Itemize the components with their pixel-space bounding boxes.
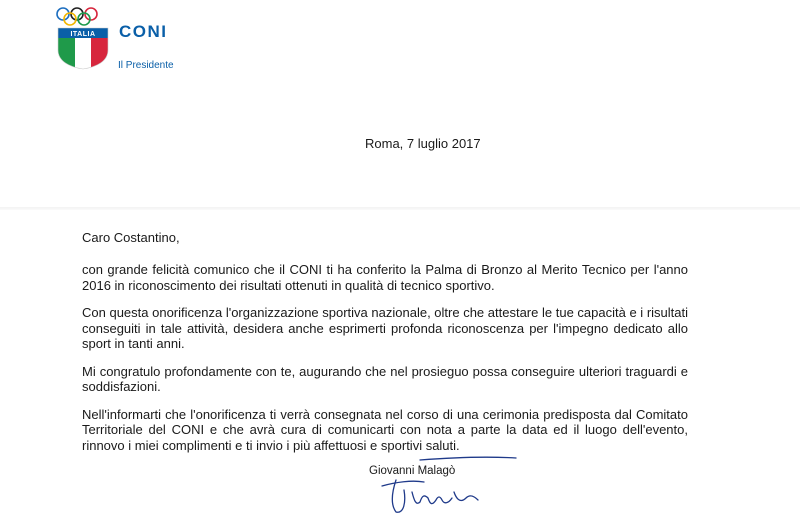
letter-paragraph: Mi congratulo profondamente con te, augurando che nel prosieguo possa conseguire ulteriori traguardi e soddisfazioni. xyxy=(82,363,688,394)
letter-paragraph: con grande felicità comunico che il CONI ti ha conferito la Palma di Bronzo al Merito Tecnico per l'anno 2016 in riconoscimento dei risultati ottenuti in qualità di tecnico sportivo. xyxy=(82,262,688,293)
paper-fold-line xyxy=(0,207,800,210)
signer-name: Giovanni Malagò xyxy=(369,465,456,477)
letter-paragraph: Nell'informarti che l'onorificenza ti verrà consegnata nel corso di una cerimonia predisposta dal Comitato Territoriale del CONI e che avrà cura di comunicarti con nota a parte la data ed il luogo dell'evento, rinnovo i miei complimenti e ti invio i più affettuosi e sportivi saluti. xyxy=(82,406,688,453)
logo-italia-text: ITALIA xyxy=(70,31,96,38)
letter-date: Roma, 7 luglio 2017 xyxy=(365,136,481,151)
brand-subtitle: Il Presidente xyxy=(118,60,174,71)
letter-paragraph: Con questa onorificenza l'organizzazione sportiva nazionale, oltre che attestare le tue capacità e i risultati conseguiti in tale attività, desidera anche esprimerti profonda riconoscenza per l'impegno dedicato allo sport in tanti anni. xyxy=(82,305,688,351)
brand-name: CONI xyxy=(119,22,168,41)
letter-salutation: Caro Costantino, xyxy=(82,230,180,245)
coni-olympic-shield-logo xyxy=(52,6,114,70)
letter-body xyxy=(82,262,688,465)
handwritten-signature-icon xyxy=(376,452,526,516)
